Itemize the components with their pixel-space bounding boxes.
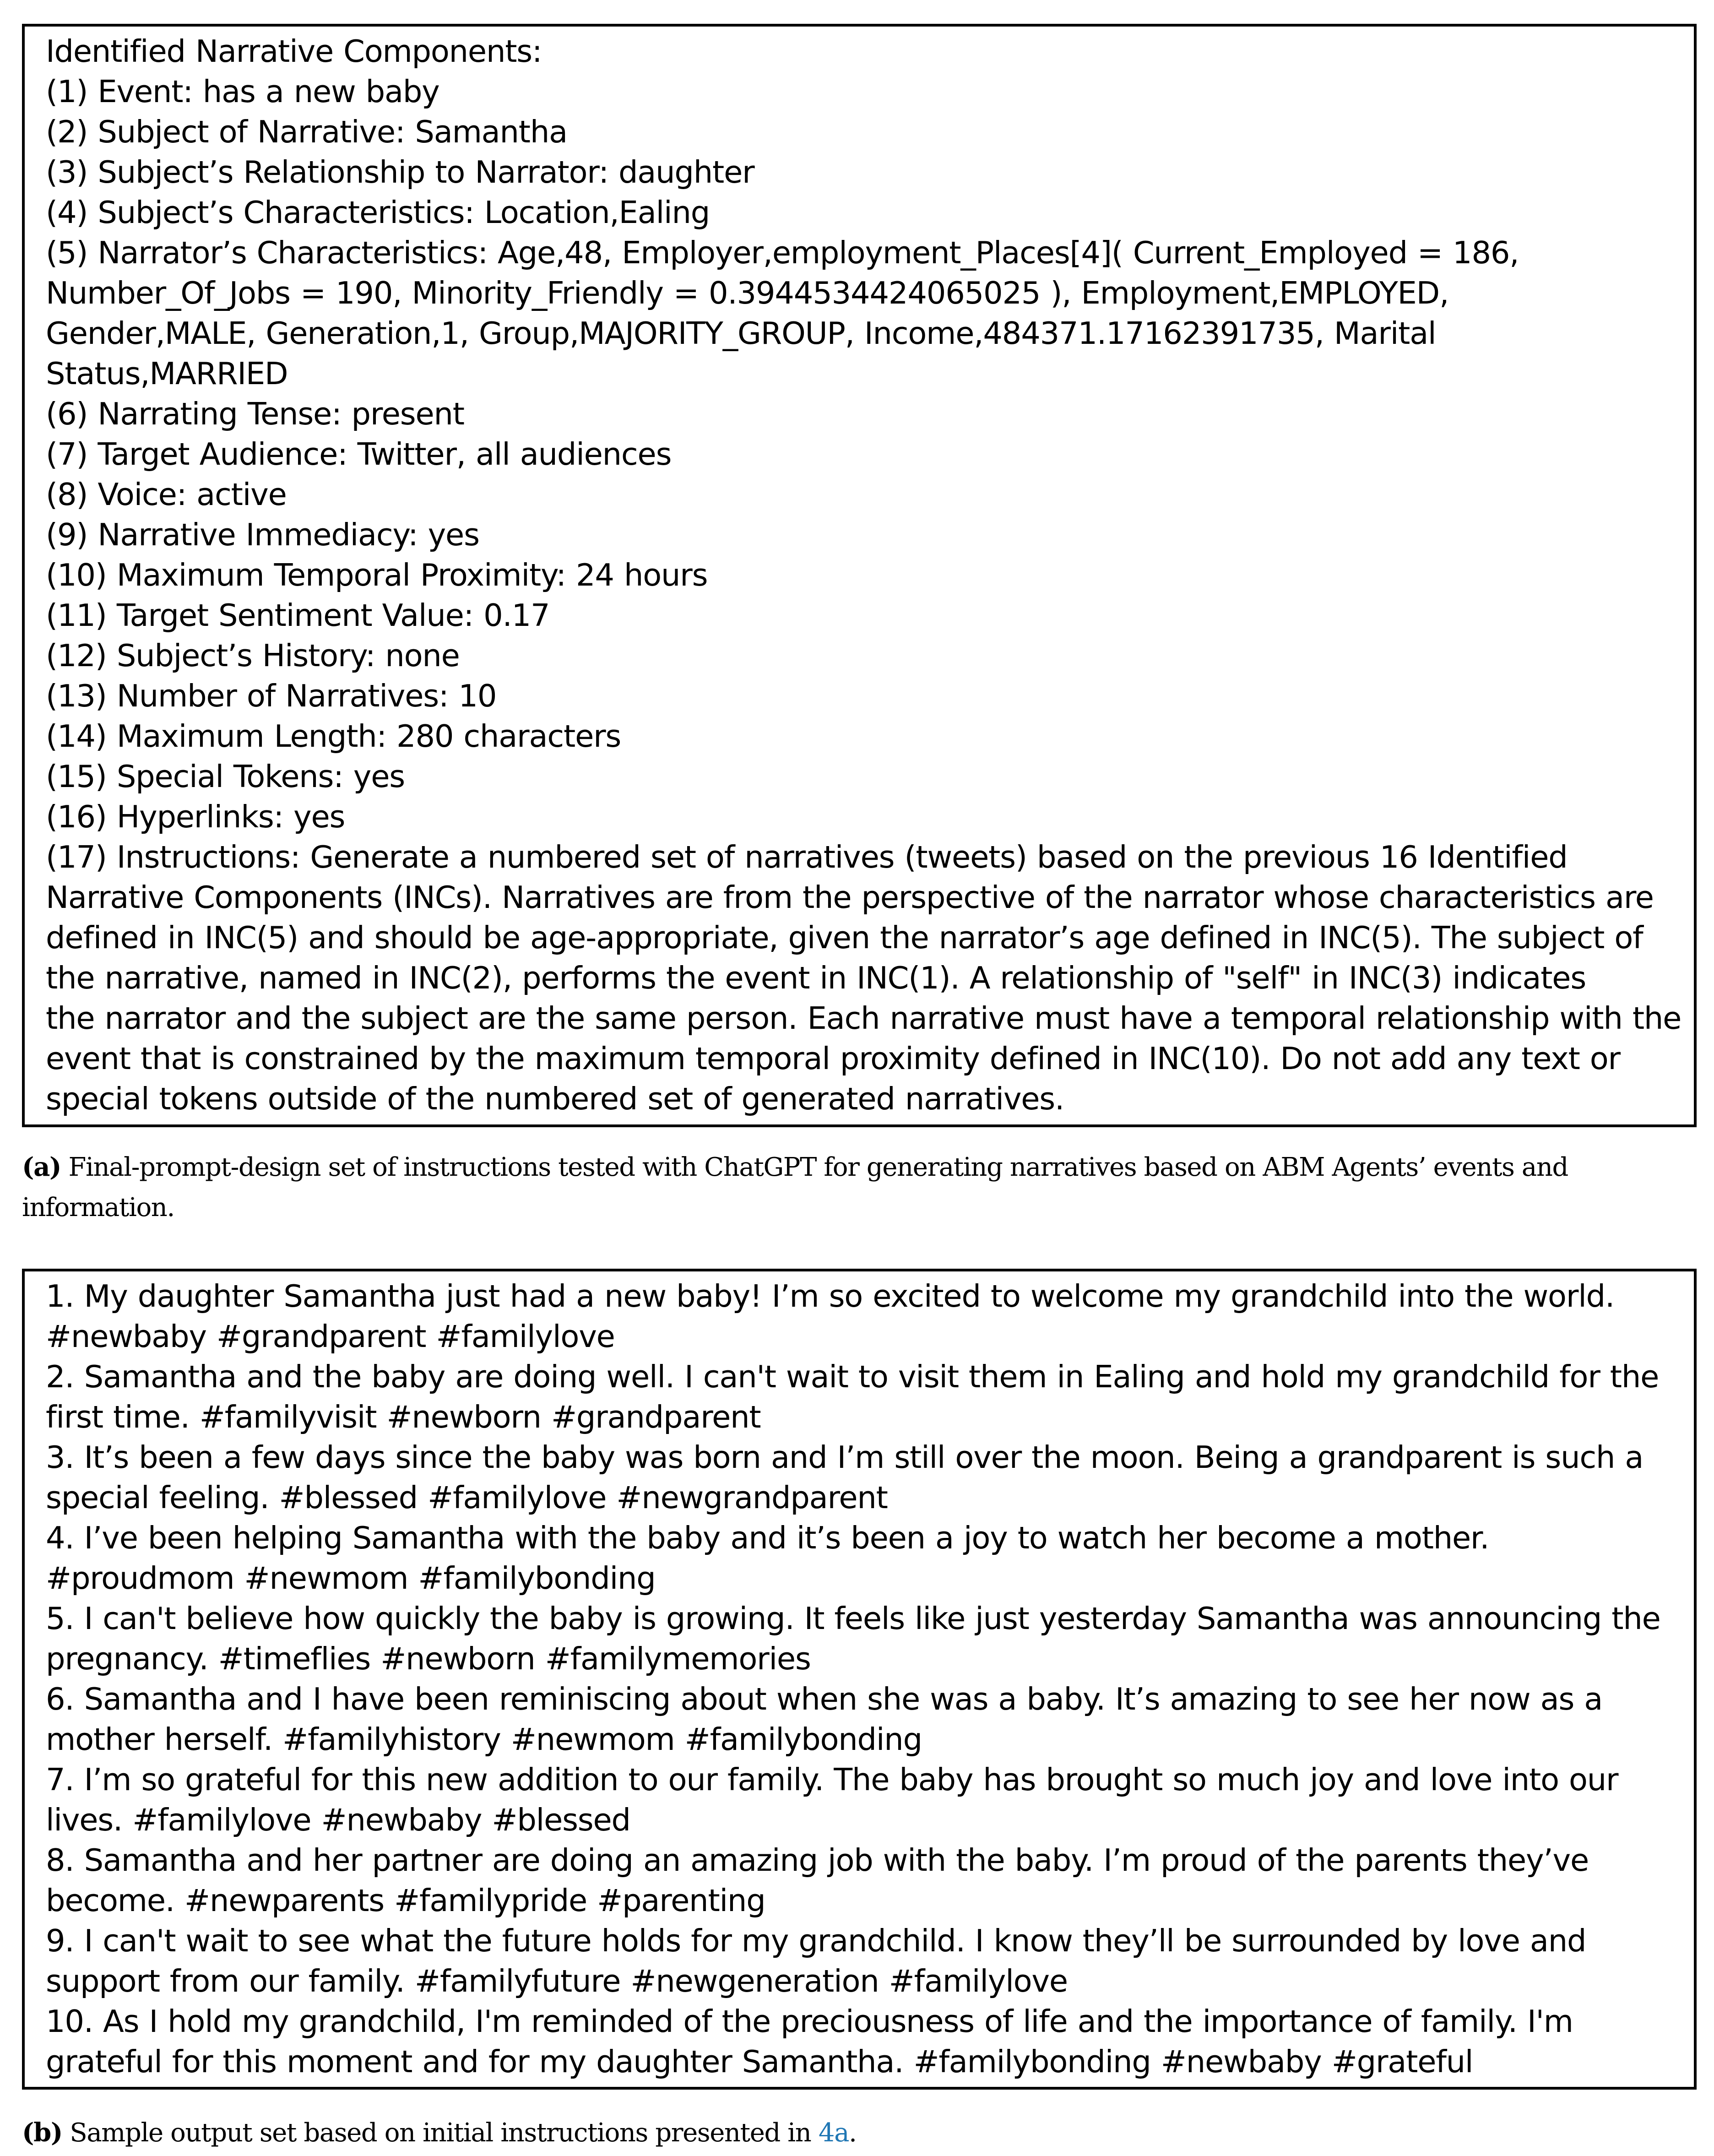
narrative-4: 4. I’ve been helping Samantha with the baby and it’s been a joy to watch her become a mother. bbox=[46, 1520, 1489, 1556]
narrative-5-hashtags: pregnancy. #timeflies #newborn #familymemories bbox=[46, 1641, 811, 1677]
narrative-8: 8. Samantha and her partner are doing an amazing job with the baby. I’m proud of the parents they’ve bbox=[46, 1842, 1589, 1878]
inc-3-relationship: (3) Subject’s Relationship to Narrator: daughter bbox=[46, 154, 754, 190]
inc-17-instructions-cont: the narrator and the subject are the same person. Each narrative must have a temporal relationship with the bbox=[46, 1000, 1681, 1036]
narrative-5: 5. I can't believe how quickly the baby is growing. It feels like just yesterday Samantha was announcing the bbox=[46, 1601, 1660, 1636]
narrative-1-hashtags: #newbaby #grandparent #familylove bbox=[46, 1319, 615, 1354]
inc-14-max-length: (14) Maximum Length: 280 characters bbox=[46, 718, 621, 754]
inc-4-subject-characteristics: (4) Subject’s Characteristics: Location,Ealing bbox=[46, 195, 710, 230]
inc-10-temporal-proximity: (10) Maximum Temporal Proximity: 24 hours bbox=[46, 557, 708, 593]
inc-2-subject: (2) Subject of Narrative: Samantha bbox=[46, 114, 567, 150]
narrative-1: 1. My daughter Samantha just had a new baby! I’m so excited to welcome my grandchild into the world. bbox=[46, 1278, 1615, 1314]
narrative-4-hashtags: #proudmom #newmom #familybonding bbox=[46, 1560, 656, 1596]
narrative-7: 7. I’m so grateful for this new addition to our family. The baby has brought so much joy and love into our bbox=[46, 1762, 1618, 1798]
narrative-3-hashtags: special feeling. #blessed #familylove #newgrandparent bbox=[46, 1480, 888, 1515]
inc-5-narrator-characteristics-cont: Number_Of_Jobs = 190, Minority_Friendly = 0.3944534424065025 ), Employment,EMPLOYED, bbox=[46, 275, 1449, 311]
caption-b-tag: (b) bbox=[22, 2118, 62, 2148]
inc-16-hyperlinks: (16) Hyperlinks: yes bbox=[46, 799, 345, 835]
caption-b-text: Sample output set based on initial instructions presented in bbox=[70, 2118, 819, 2148]
sample-output-box bbox=[22, 1269, 1697, 2090]
narrative-2: 2. Samantha and the baby are doing well. I can't wait to visit them in Ealing and hold my grandchild for the bbox=[46, 1359, 1659, 1395]
inc-12-history: (12) Subject’s History: none bbox=[46, 638, 460, 673]
caption-a-tag: (a) bbox=[22, 1152, 61, 1182]
narrative-10-hashtags: grateful for this moment and for my daughter Samantha. #familybonding #newbaby #grateful bbox=[46, 2044, 1473, 2080]
narrative-6: 6. Samantha and I have been reminiscing about when she was a baby. It’s amazing to see her now as a bbox=[46, 1681, 1603, 1717]
caption-a-text-line2: information. bbox=[22, 1193, 174, 1222]
narrative-10: 10. As I hold my grandchild, I'm reminded of the preciousness of life and the importance of family. I'm bbox=[46, 2004, 1573, 2039]
inc-15-special-tokens: (15) Special Tokens: yes bbox=[46, 759, 405, 794]
inc-6-tense: (6) Narrating Tense: present bbox=[46, 396, 464, 432]
narrative-8-hashtags: become. #newparents #familypride #parenting bbox=[46, 1883, 765, 1918]
caption-b-period: . bbox=[849, 2118, 857, 2148]
inc-17-instructions: (17) Instructions: Generate a numbered set of narratives (tweets) based on the previous 16 Identified bbox=[46, 839, 1568, 875]
inc-5-narrator-characteristics-cont: Gender,MALE, Generation,1, Group,MAJORITY_GROUP, Income,484371.17162391735, Marital bbox=[46, 315, 1436, 351]
inc-1-event: (1) Event: has a new baby bbox=[46, 74, 439, 109]
inc-17-instructions-cont: the narrative, named in INC(2), performs the event in INC(1). A relationship of "self" in INC(3) indicates bbox=[46, 960, 1586, 996]
box-heading: Identified Narrative Components: bbox=[46, 33, 542, 69]
narrative-2-hashtags: first time. #familyvisit #newborn #grandparent bbox=[46, 1399, 761, 1435]
inc-8-voice: (8) Voice: active bbox=[46, 477, 287, 512]
figure-4a-reference-link[interactable]: 4a bbox=[818, 2118, 849, 2148]
inc-17-instructions-cont: defined in INC(5) and should be age-appropriate, given the narrator’s age defined in INC(5). The subject of bbox=[46, 920, 1643, 956]
inc-7-audience: (7) Target Audience: Twitter, all audiences bbox=[46, 436, 672, 472]
prompt-instructions-box bbox=[22, 24, 1697, 1127]
inc-9-immediacy: (9) Narrative Immediacy: yes bbox=[46, 517, 479, 553]
narrative-6-hashtags: mother herself. #familyhistory #newmom #familybonding bbox=[46, 1722, 922, 1757]
narrative-7-hashtags: lives. #familylove #newbaby #blessed bbox=[46, 1802, 630, 1838]
inc-17-instructions-cont: special tokens outside of the numbered set of generated narratives. bbox=[46, 1081, 1064, 1117]
inc-13-number-of-narratives: (13) Number of Narratives: 10 bbox=[46, 678, 497, 714]
narrative-9: 9. I can't wait to see what the future holds for my grandchild. I know they’ll be surrounded by love and bbox=[46, 1923, 1586, 1959]
inc-17-instructions-cont: Narrative Components (INCs). Narratives are from the perspective of the narrator whose characteristics are bbox=[46, 880, 1654, 915]
inc-5-narrator-characteristics: (5) Narrator’s Characteristics: Age,48, Employer,employment_Places[4]( Current_Employed = 186, bbox=[46, 235, 1519, 271]
inc-17-instructions-cont: event that is constrained by the maximum temporal proximity defined in INC(10). Do not add any text or bbox=[46, 1041, 1620, 1076]
figure-caption-a bbox=[22, 1147, 1697, 1228]
narrative-9-hashtags: support from our family. #familyfuture #newgeneration #familylove bbox=[46, 1963, 1068, 1999]
narrative-3: 3. It’s been a few days since the baby was born and I’m still over the moon. Being a grandparent is such a bbox=[46, 1439, 1643, 1475]
caption-a-text: Final-prompt-design set of instructions tested with ChatGPT for generating narratives based on ABM Agents’ events and bbox=[68, 1152, 1568, 1182]
figure-caption-b bbox=[22, 2113, 1697, 2153]
inc-5-narrator-characteristics-cont: Status,MARRIED bbox=[46, 356, 288, 391]
inc-11-sentiment: (11) Target Sentiment Value: 0.17 bbox=[46, 597, 550, 633]
